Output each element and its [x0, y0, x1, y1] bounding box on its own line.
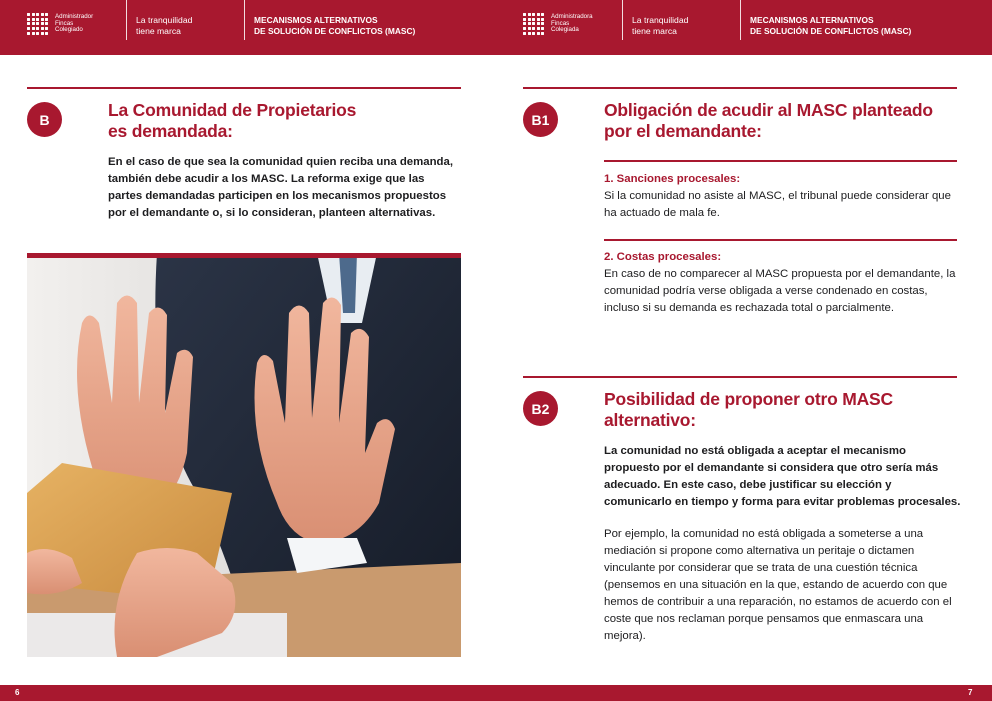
b1-item-heading: 2. Costas procesales:: [604, 251, 722, 263]
logo-text: [551, 14, 593, 34]
logo-line: Fincas: [55, 19, 74, 27]
section-rule: [27, 87, 461, 89]
logo-grid-icon: [27, 13, 49, 35]
photo-top-accent: [27, 253, 461, 258]
header-divider: [244, 0, 245, 40]
logo-text: [55, 14, 93, 34]
item-rule: [604, 160, 957, 162]
section-body-b: En el caso de que sea la comunidad quien reciba una demanda, también debe acudir a los MASC. La reforma exige que las partes demandadas participen en los mecanismos propuestos por el demandante o, si lo consideran, planteen alternativas.: [108, 156, 453, 219]
page-number-right: 7: [968, 688, 973, 697]
logo-line: Colegiada: [551, 26, 579, 34]
header-right: [496, 0, 992, 55]
section-badge-b2: B2: [523, 391, 558, 426]
bottom-banner: [0, 685, 992, 701]
hands-rejecting-envelope-photo: [27, 253, 461, 657]
photo-illustration: [27, 253, 461, 657]
section-badge-b: B: [27, 102, 62, 137]
section-rule: [523, 376, 957, 378]
section-badge-b1: B1: [523, 102, 558, 137]
b1-item-1: [604, 171, 959, 222]
header-tagline: La tranquilidad tiene marca: [632, 15, 689, 36]
header-title: MECANISMOS ALTERNATIVOS DE SOLUCIÓN DE CONFLICTOS (MASC): [254, 15, 416, 36]
b1-item-text: En caso de no comparecer al MASC propuesta por el demandante, la comunidad podría verse obligada a verse condenado en costas, incluso si su demanda es rechazada total o parcialmente.: [604, 268, 956, 314]
page-number-left: 6: [15, 688, 20, 697]
header-divider: [622, 0, 623, 40]
b1-item-heading: 1. Sanciones procesales:: [604, 173, 741, 185]
logo-left: [27, 13, 93, 35]
header-divider: [740, 0, 741, 40]
section-title-b2: Posibilidad de proponer otro MASC alternativo:: [604, 389, 893, 430]
section-body-b2-bold: La comunidad no está obligada a aceptar el mecanismo propuesto por el demandante si considera que otro sería más adecuado. En este caso, debe justificar su elección y comunicarlo en tiempo y forma para evitar problemas procesales.: [604, 445, 961, 508]
logo-line: Colegiado: [55, 26, 83, 34]
header-divider: [126, 0, 127, 40]
section-body-b2: Por ejemplo, la comunidad no está obligada a someterse a una mediación si propone como alternativa un peritaje o dictamen vinculante por considerar que se trata de una cuestión técnica (pensemos en una situación en la que, estando de acuerdo con que hemos de contribuir a una reparación, no estamos de acuerdo con el coste que nos reclaman porque pensamos que enmascara una mejora).: [604, 528, 952, 642]
section-title-b: La Comunidad de Propietarios es demandada:: [108, 100, 357, 141]
header-left: [0, 0, 496, 55]
header-tagline: La tranquilidad tiene marca: [136, 15, 193, 36]
item-rule: [604, 239, 957, 241]
section-rule: [523, 87, 957, 89]
section-title-b1: Obligación de acudir al MASC planteado por el demandante:: [604, 100, 933, 141]
logo-line: Fincas: [551, 19, 570, 27]
logo-line: Administradora: [551, 13, 593, 21]
logo-grid-icon: [523, 13, 545, 35]
logo-right: [523, 13, 593, 35]
b1-item-text: Si la comunidad no asiste al MASC, el tribunal puede considerar que ha actuado de mala fe.: [604, 190, 951, 219]
header-title: MECANISMOS ALTERNATIVOS DE SOLUCIÓN DE CONFLICTOS (MASC): [750, 15, 912, 36]
b1-item-2: [604, 249, 959, 317]
logo-line: Administrador: [55, 13, 94, 21]
